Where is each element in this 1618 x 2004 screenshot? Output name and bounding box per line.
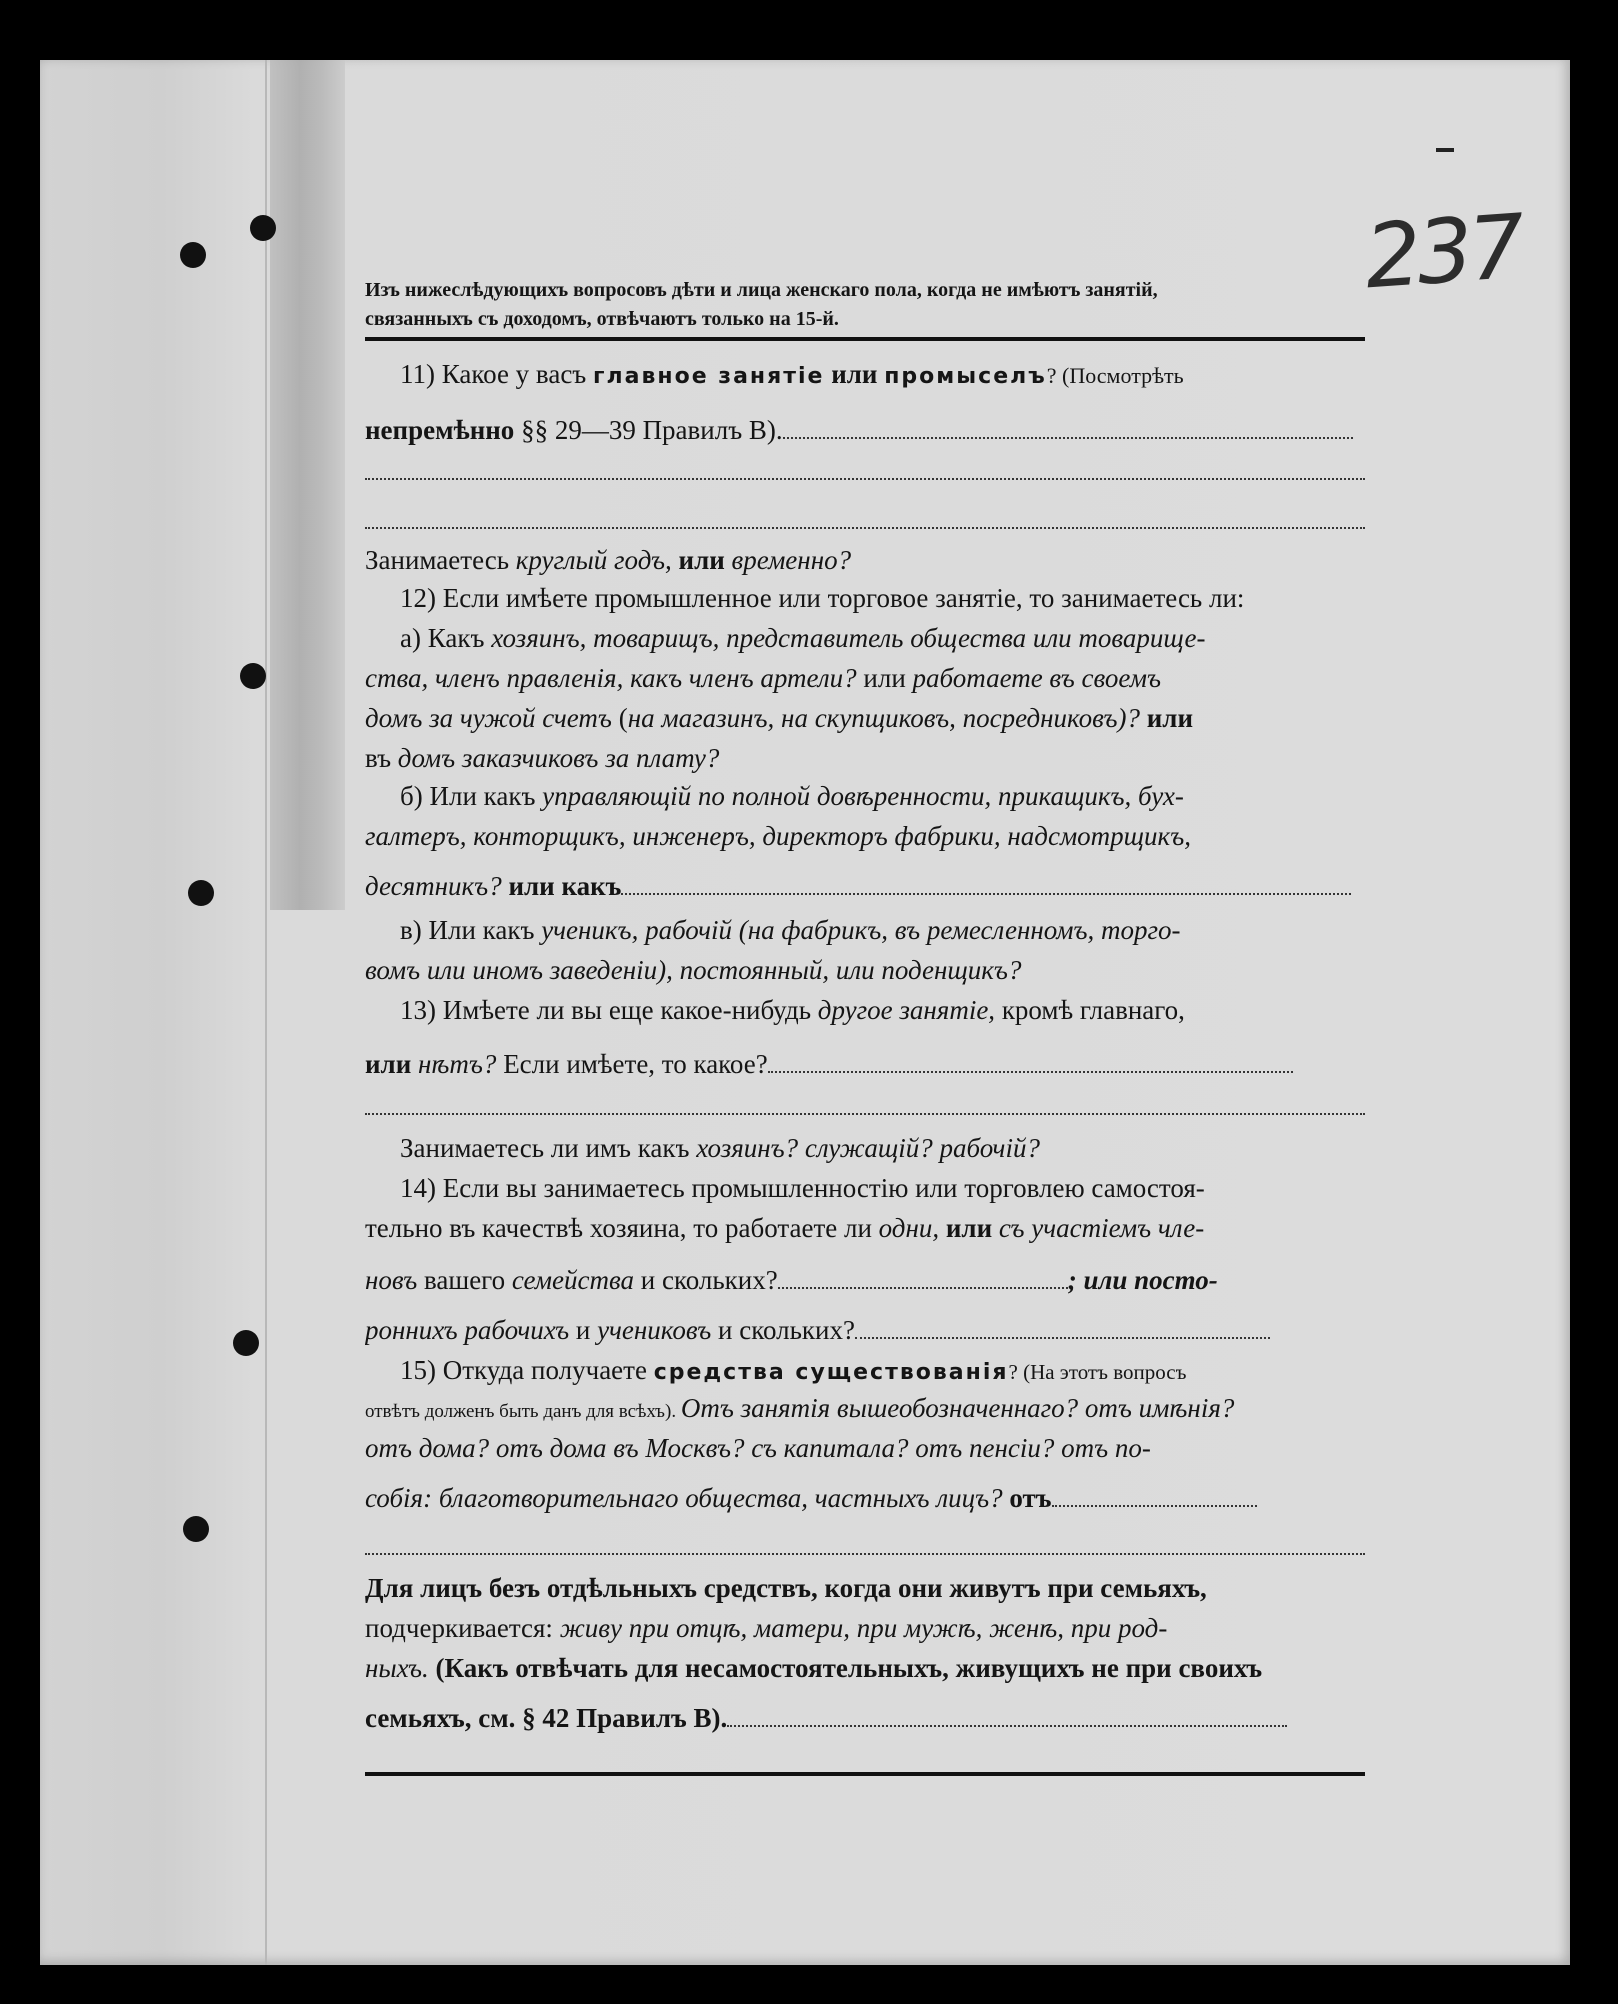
q12-line: въ домъ заказчиковъ за плату? [365,743,720,773]
q12-line: в) Или какъ ученикъ, рабочій (на фабрикъ, въ ремесленномъ, торго- [400,915,1181,945]
q14-line: тельно въ качествѣ хозяина, то работаете ли одни, или съ участіемъ чле- [365,1213,1205,1243]
q15-line: отъ дома? отъ дома въ Москвъ? съ капитала? отъ пенсіи? отъ по- [365,1433,1151,1463]
q11-line: непремѣнно §§ 29—39 Правилъ В). [365,412,1365,448]
q12-line: а) Какъ хозяинъ, товарищъ, представитель общества или товарище- [400,623,1206,653]
answer-field[interactable] [768,1071,1293,1073]
q12-line: галтеръ, конторщикъ, инженеръ, директоръ фабрики, надсмотрщикъ, [365,821,1191,851]
q15-line: отвѣтъ долженъ быть данъ для всѣхъ). Отъ занятія вышеобозначеннаго? отъ имѣнія? [365,1393,1235,1423]
q13-line: 13) Имѣете ли вы еще какое-нибудь другое занятіе, кромѣ главнаго, [400,995,1185,1025]
intro-line: Изъ нижеслѣдующихъ вопросовъ дѣти и лица женскаго пола, когда не имѣютъ занятій, [365,279,1158,301]
answer-field[interactable] [783,437,1353,439]
binding-stub [270,60,345,910]
q11-line: Занимаетесь круглый годъ, или временно? [365,545,852,575]
closing-line: ныхъ. (Какъ отвѣчать для несамостоятельныхъ, живущихъ не при своихъ [365,1653,1263,1683]
answer-field[interactable] [727,1725,1287,1727]
punch-hole [180,242,206,268]
corner-mark [1436,148,1454,152]
q14-line: 14) Если вы занимаетесь промышленностію или торговлею самостоя- [400,1173,1205,1203]
q12-line: б) Или какъ управляющій по полной довѣренности, прикащикъ, бух- [400,781,1184,811]
q15-line: 15) Откуда получаете средства существованія? (На этотъ вопросъ [400,1355,1187,1385]
q15-line: собія: благотворительнаго общества, частныхъ лицъ? отъ [365,1480,1365,1516]
divider [365,337,1365,341]
answer-field[interactable] [855,1337,1270,1339]
intro-line: связанныхъ съ доходомъ, отвѣчаютъ только на 15-й. [365,308,839,330]
answer-field[interactable] [365,478,1365,480]
answer-field[interactable] [365,1553,1365,1555]
punch-hole [240,663,266,689]
binding-edge [265,60,267,1965]
answer-field[interactable] [621,893,1351,895]
q14-line: новъ вашего семейства и скольких? ; или посто- [365,1265,1218,1295]
q12-line: 12) Если имѣете промышленное или торговое занятіе, то занимаетесь ли: [400,583,1245,613]
q12-line: домъ за чужой счетъ (на магазинъ, на скупщиковъ, посредниковъ)? или [365,703,1193,733]
answer-field[interactable] [365,527,1365,529]
punch-hole [233,1330,259,1356]
q12-line: десятникъ? или какъ [365,868,1365,904]
closing-line: семьяхъ, см. § 42 Правилъ В). [365,1700,1365,1736]
q12-line: ства, членъ правленія, какъ членъ артели? или работаете въ своемъ [365,663,1161,693]
q13-line: или нѣтъ? Если имѣете, то какое? [365,1046,1365,1082]
answer-field[interactable] [778,1287,1068,1289]
closing-line: Для лицъ безъ отдѣльныхъ средствъ, когда они живутъ при семьяхъ, [365,1573,1207,1603]
q11-line: 11) Какое у васъ главное занятіе или промыселъ? (Посмотрѣть [400,359,1184,389]
punch-hole [188,880,214,906]
answer-field[interactable] [1052,1505,1257,1507]
punch-hole [250,215,276,241]
closing-line: подчеркивается: живу при отцѣ, матери, при мужѣ, женѣ, при род- [365,1613,1168,1643]
page-number: 237 [1361,194,1525,309]
punch-hole [183,1516,209,1542]
answer-field[interactable] [365,1113,1365,1115]
q12-line: вомъ или иномъ заведеніи), постоянный, или поденщикъ? [365,955,1022,985]
q14-line: роннихъ рабочихъ и учениковъ и скольких? [365,1312,1365,1348]
divider [365,1772,1365,1776]
q13-line: Занимаетесь ли имъ какъ хозяинъ? служащій? рабочій? [400,1133,1040,1163]
